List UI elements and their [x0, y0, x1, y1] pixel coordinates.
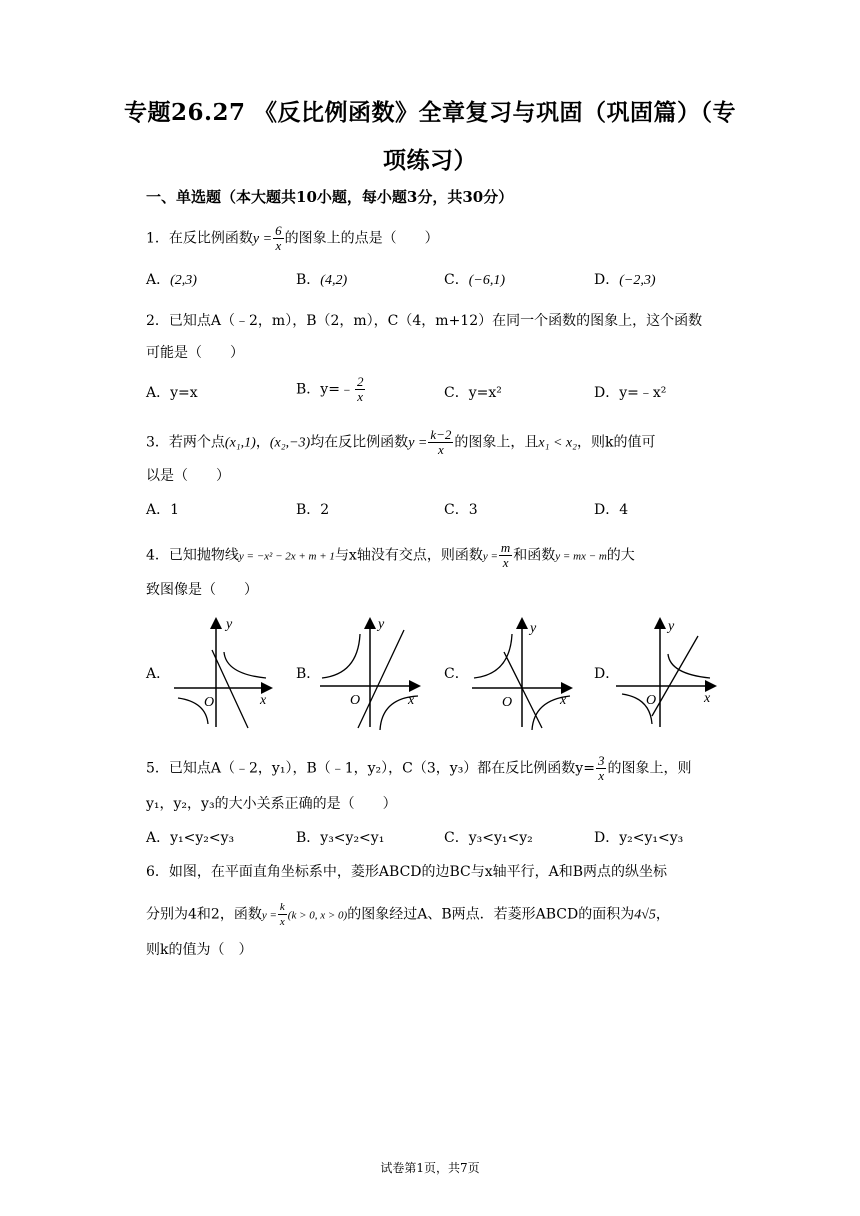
q2-option-a[interactable]: A．y=x [146, 385, 198, 401]
q5-option-a[interactable]: A．y₁<y₂<y₃ [146, 830, 235, 846]
svg-text:O: O [204, 695, 215, 710]
question-2: 2．已知点A（﹣2，m），B（2，m），C（4，m+12）在同一个函数的图象上，这个函数 [146, 313, 703, 329]
q2-option-c[interactable]: C．y=x² [444, 385, 502, 401]
svg-text:x: x [560, 693, 567, 708]
q4-graph-d[interactable] [614, 612, 724, 732]
q5-option-c[interactable]: C．y₃<y₁<y₂ [444, 830, 533, 846]
section-heading: 一、单选题（本大题共10小题，每小题3分，共30分） [146, 188, 514, 206]
svg-text:x: x [704, 691, 711, 706]
question-6-cont2: 则k的值为（ ） [146, 942, 253, 958]
q4-graph-c[interactable] [470, 612, 580, 732]
question-6-cont: 分别为4和2，函数y = $\frac{k}{x}$ (k > 0, x > 0)的图象经过A、B两点．若菱形ABCD的面积为4√5， [146, 901, 670, 928]
svg-text:O: O [646, 693, 657, 708]
q3-option-b[interactable]: B．2 [296, 502, 330, 518]
fraction: $\frac{6}{x}$ [275, 223, 282, 253]
svg-text:y: y [226, 617, 233, 632]
svg-text:y: y [530, 621, 537, 636]
q4-option-c[interactable]: C． [444, 666, 469, 682]
question-2-cont: 可能是（ ） [146, 345, 244, 361]
q5-option-b[interactable]: B．y₃<y₂<y₁ [296, 830, 385, 846]
svg-text:O: O [502, 695, 513, 710]
q4-option-b[interactable]: B． [296, 666, 321, 682]
svg-text:y: y [378, 617, 385, 632]
svg-text:O: O [350, 693, 361, 708]
q1-option-b[interactable]: B．(4,2) [296, 272, 348, 288]
q2-option-b[interactable]: B．y=﹣ $\frac{2}{x}$ [296, 374, 364, 404]
q1-option-d[interactable]: D．(−2,3) [594, 272, 656, 288]
q1-option-a[interactable]: A．(2,3) [146, 272, 197, 288]
q4-option-d[interactable]: D． [594, 666, 620, 682]
q3-option-c[interactable]: C．3 [444, 502, 478, 518]
question-4: 4．已知抛物线y = −x² − 2x + m + 1与x轴没有交点，则函数y = $\frac{m}{x}$ 和函数y = mx − m的大 [146, 540, 635, 570]
svg-text:y: y [668, 619, 675, 634]
q3-option-a[interactable]: A．1 [146, 502, 180, 518]
page-title-continued: 项练习） [383, 147, 477, 174]
q2-option-d[interactable]: D．y=﹣x² [594, 385, 667, 401]
page-title: 专题26.27 《反比例函数》全章复习与巩固（巩固篇）（专 [123, 99, 737, 126]
svg-text:x: x [408, 693, 415, 708]
q5-option-d[interactable]: D．y₂<y₁<y₃ [594, 830, 684, 846]
question-5-cont: y₁，y₂，y₃的大小关系正确的是（ ） [146, 796, 397, 812]
q4-graph-a[interactable] [170, 612, 280, 732]
question-5: 5．已知点A（﹣2，y₁），B（﹣1，y₂），C（3，y₃）都在反比例函数y= $\frac{3}{x}$ 的图象上，则 [146, 753, 692, 783]
question-6: 6．如图，在平面直角坐标系中，菱形ABCD的边BC与x轴平行，A和B两点的纵坐标 [146, 864, 668, 880]
question-3: 3．若两个点(x₁,1)，(x₂,−3)均在反比例函数y = $\frac{k-2}{x}$ 的图象上，且x₁ < x₂，则k的值可 [146, 427, 656, 457]
question-4-cont: 致图像是（ ） [146, 582, 258, 598]
q4-option-a[interactable]: A． [146, 666, 171, 682]
q3-option-d[interactable]: D．4 [594, 502, 629, 518]
question-1: 1．在反比例函数y = $\frac{6}{x}$ 的图象上的点是（ ） [146, 223, 439, 253]
q1-option-c[interactable]: C．(−6,1) [444, 272, 505, 288]
svg-text:x: x [260, 693, 267, 708]
page-footer: 试卷第1页，共7页 [380, 1161, 480, 1175]
question-3-cont: 以是（ ） [146, 468, 230, 484]
q4-graph-b[interactable] [318, 612, 428, 732]
